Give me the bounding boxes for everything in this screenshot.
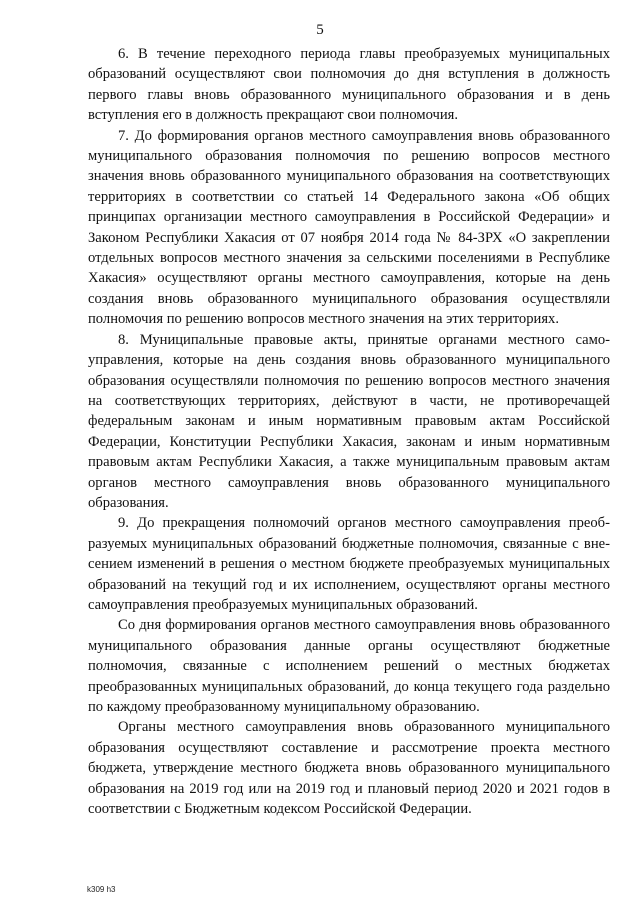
paragraph-9: 9. До прекращения полномочий органов местного самоуправления преобразуемых муниципальных образований бюджетные полномочия, связанные с внесением изменений в решения о местном бюджете преобразуемых муниципальных образований на текущий год и их исполнением, осуществляют органы местного самоуправления преобразуемых муниципальных образований. [88, 515, 610, 613]
paragraph-6: 6. В течение переходного периода главы преобразуемых муниципальных образований осуществляют свои полномочия до дня вступления в должность первого главы вновь образованного муниципального образования и в день вступления его в должность прекращают свои полномочия. [88, 46, 610, 124]
footer-code: k309 h3 [87, 885, 116, 894]
paragraph-9-budget-drafting: Органы местного самоуправления вновь образованного муниципального образования осуществляют составление и рассмотрение проекта местного бюджета, утверждение местного бюджета вновь образованного муниципального образования на 2019 год или на 2019 год и плановый период 2020 и 2021 годов в соответствии с Бюджетным кодексом Российской Федерации. [88, 719, 610, 818]
page-number: 5 [316, 22, 324, 38]
document-body [88, 44, 610, 819]
paragraph-7: 7. До формирования органов местного самоуправления вновь образованного муниципального образования полномочия по решению вопросов местного значения вновь образованного муниципального образования на соответствующих территориях в соответствии со статьей 14 Федерального закона «Об общих принципах организации местного самоуправления в Российской Федерации» и Законом Республики Хакасия от 07 ноября 2014 года № 84-ЗРХ «О закреплении отдельных вопросов местного значения за сельскими поселениями в Республике Хакасия» осуществляют органы местного самоуправления, которые на день создания вновь образованного муниципального образования осуществляли полномочия по решению вопросов местного значения на этих территориях. [88, 127, 610, 328]
paragraph-9-budget-powers: Со дня формирования органов местного самоуправления вновь образованного муниципального образования данные органы осуществляют бюджетные полномочия, связанные с исполнением решений о местных бюджетах преобразованных муниципальных образований, до конца текущего года раздельно по каждому преобразованному муниципальному образованию. [88, 617, 610, 715]
paragraph-8: 8. Муниципальные правовые акты, принятые органами местного самоуправления, которые на день создания вновь образованного муниципального образования осуществляли полномочия по решению вопросов местного значения на соответствующих территориях, действуют в части, не противоречащей федеральным законам и иным нормативным правовым актам Российской Федерации, Конституции Республики Хакасия, законам и иным нормативным правовым актам Республики Хакасия, а также муниципальным правовым актам органов местного самоуправления вновь образованного муниципального образования. [88, 331, 610, 511]
